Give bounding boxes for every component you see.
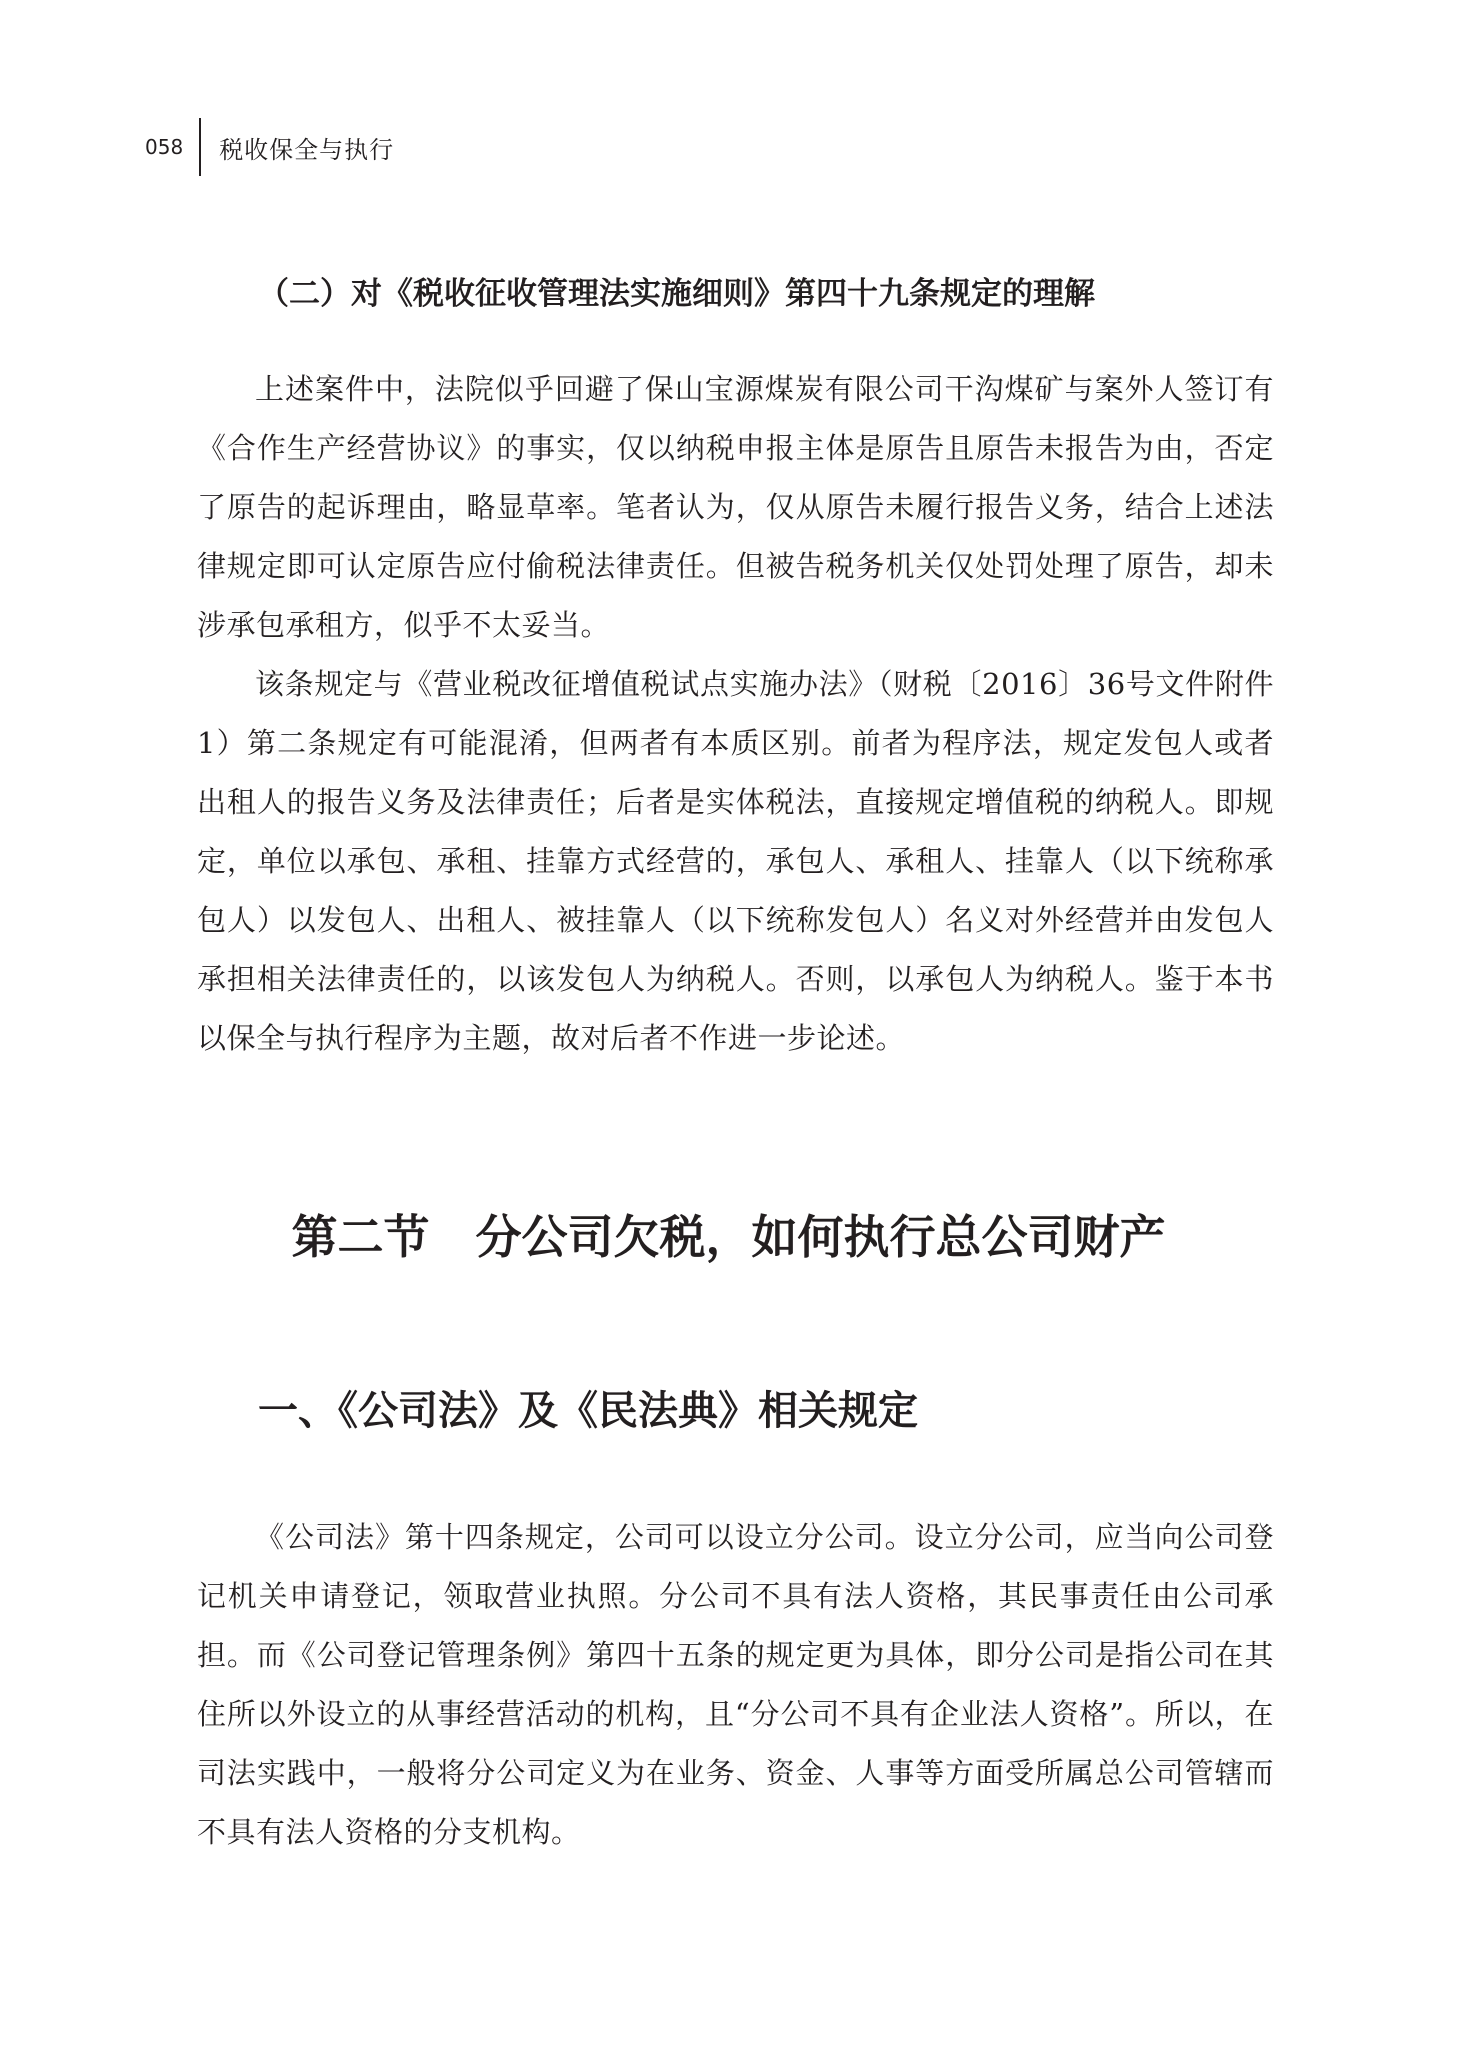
section-heading: 第二节 分公司欠税，如何执行总公司财产	[291, 1210, 1166, 1264]
topic-heading: 一、《公司法》及《民法典》相关规定	[258, 1387, 918, 1434]
paragraph: 该条规定与《营业税改征增值税试点实施办法》（财税〔2016〕36号文件附件1）第二条规定有可能混淆，但两者有本质区别。前者为程序法，规定发包人或者出租人的报告义务及法律责任；后者是实体税法，直接规定增值税的纳税人。即规定，单位以承包、承租、挂靠方式经营的，承包人、承租人、挂靠人（以下统称承包人）以发包人、出租人、被挂靠人（以下统称发包人）名义对外经营并由发包人承担相关法律责任的，以该发包人为纳税人。否则，以承包人为纳税人。鉴于本书以保全与执行程序为主题，故对后者不作进一步论述。	[197, 667, 1274, 1055]
paragraph: 《公司法》第十四条规定，公司可以设立分公司。设立分公司，应当向公司登记机关申请登记，领取营业执照。分公司不具有法人资格，其民事责任由公司承担。而《公司登记管理条例》第四十五条的规定更为具体，即分公司是指公司在其住所以外设立的从事经营活动的机构，且“分公司不具有企业法人资格”。所以，在司法实践中，一般将分公司定义为在业务、资金、人事等方面受所属总公司管辖而不具有法人资格的分支机构。	[197, 1520, 1274, 1849]
paragraph: 上述案件中，法院似乎回避了保山宝源煤炭有限公司干沟煤矿与案外人签订有《合作生产经营协议》的事实，仅以纳税申报主体是原告且原告未报告为由，否定了原告的起诉理由，略显草率。笔者认为，仅从原告未履行报告义务，结合上述法律规定即可认定原告应付偷税法律责任。但被告税务机关仅处罚处理了原告，却未涉承包承租方，似乎不太妥当。	[197, 372, 1274, 642]
running-head	[145, 118, 394, 176]
topic-body	[197, 1508, 1274, 1862]
book-title: 税收保全与执行	[219, 135, 395, 164]
page-number: 058	[145, 135, 184, 159]
header-divider	[199, 118, 201, 176]
subsection-heading: （二）对《税收征收管理法实施细则》第四十九条规定的理解	[258, 276, 1095, 312]
subsection-body	[197, 360, 1274, 1068]
